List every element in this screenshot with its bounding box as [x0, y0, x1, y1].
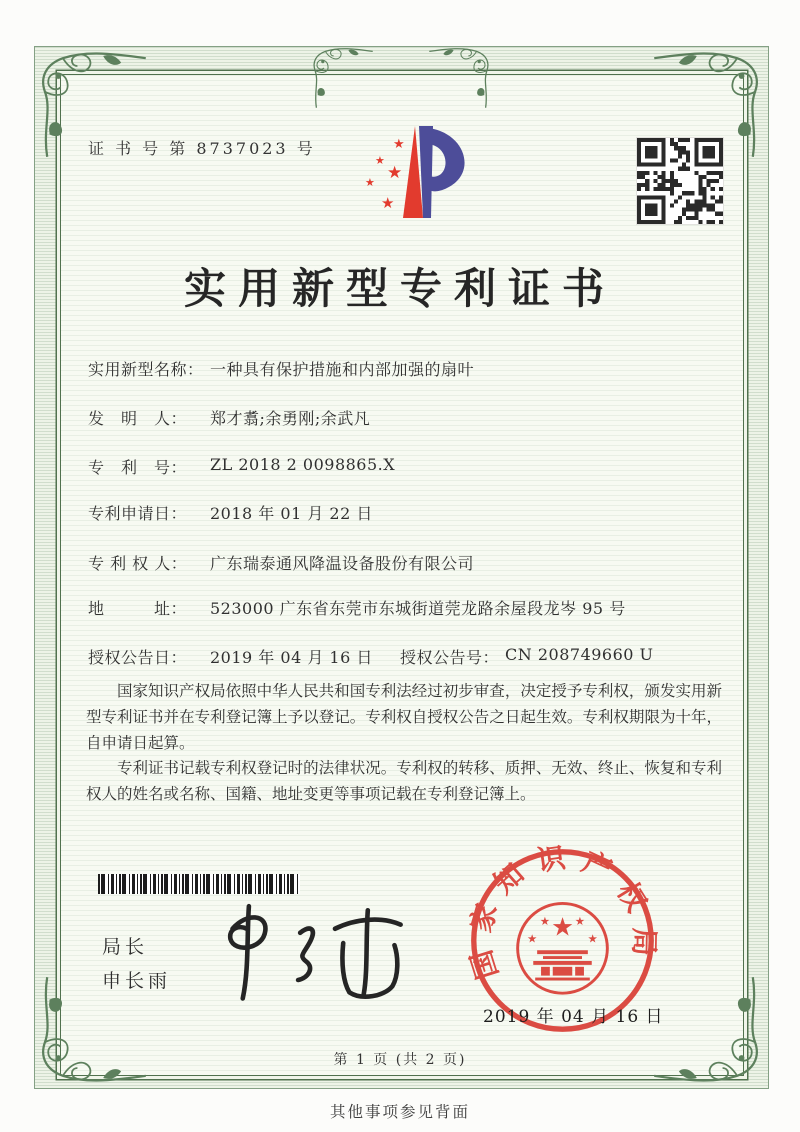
seal-text: 国家知识产权局 [465, 843, 660, 984]
field-value: 郑才翥;余勇刚;余武凡 [210, 409, 371, 428]
barcode [98, 874, 300, 894]
field-value: CN 208749660 U [505, 645, 654, 664]
top-flourish-icon [310, 45, 374, 109]
field-label: 专 利 权 人： [88, 554, 188, 573]
field-row [88, 551, 728, 574]
page-indicator: 第 1 页 (共 2 页) [333, 1052, 467, 1068]
svg-text:★: ★ [375, 154, 385, 167]
field-row [88, 455, 728, 478]
field-value: ZL 2018 2 0098865.X [210, 455, 396, 474]
certificate-number: 证 书 号 第 8737023 号 [88, 139, 316, 158]
legal-paragraph: 专利证书记载专利权登记时的法律状况。专利权的转移、质押、无效、终止、恢复和专利权人的姓名或名称、国籍、地址变更等事项记载在专利登记簿上。 [86, 759, 722, 804]
field-label: 专利申请日： [88, 504, 188, 523]
svg-text:★: ★ [551, 911, 574, 942]
national-emblem-icon [518, 903, 608, 993]
field-label: 授权公告日： [88, 648, 188, 667]
seal-date: 2019 年 04 月 16 日 [483, 1007, 664, 1027]
legal-paragraph: 国家知识产权局依照中华人民共和国专利法经过初步审查，决定授予专利权，颁发实用新型专利证书并在专利登记簿上予以登记。专利权自授权公告之日起生效。专利权期限为十年，自申请日起算。 [86, 682, 722, 752]
field-value: 2018 年 01 月 22 日 [210, 504, 373, 523]
cnipa-logo-icon [345, 122, 473, 226]
qr-code [637, 138, 723, 224]
field-row [88, 596, 728, 619]
svg-text:★: ★ [393, 137, 405, 152]
svg-text:★: ★ [387, 163, 403, 183]
svg-text:★: ★ [381, 194, 395, 212]
svg-text:★: ★ [539, 913, 551, 928]
field-label: 授权公告号： [400, 648, 500, 667]
corner-flourish-icon [652, 975, 764, 1087]
commissioner-name: 申长雨 [102, 970, 172, 992]
field-value: 一种具有保护措施和内部加强的扇叶 [210, 360, 475, 379]
top-flourish-icon [428, 45, 492, 109]
field-row [88, 406, 728, 429]
field-label: 地 址： [88, 599, 188, 618]
field-value: 2019 年 04 月 16 日 [210, 648, 373, 667]
commissioner-signature [212, 898, 417, 1003]
field-row-grant [88, 645, 728, 668]
field-value: 广东瑞泰通风降温设备股份有限公司 [210, 554, 475, 573]
svg-text:★: ★ [365, 176, 375, 189]
field-row [88, 501, 728, 524]
field-label: 发 明 人： [88, 409, 188, 428]
legal-text [86, 679, 722, 808]
field-row [88, 357, 728, 380]
certificate-title: 实用新型专利证书 [183, 264, 616, 313]
field-label: 实用新型名称： [88, 360, 204, 379]
commissioner-title: 局长 [102, 936, 149, 958]
svg-text:★: ★ [527, 931, 538, 946]
field-value: 523000 广东省东莞市东城街道莞龙路余屋段龙岑 95 号 [210, 599, 626, 618]
field-label: 专 利 号： [88, 458, 188, 477]
back-note: 其他事项参见背面 [329, 1103, 470, 1121]
svg-text:★: ★ [574, 913, 586, 928]
svg-text:★: ★ [587, 931, 598, 946]
